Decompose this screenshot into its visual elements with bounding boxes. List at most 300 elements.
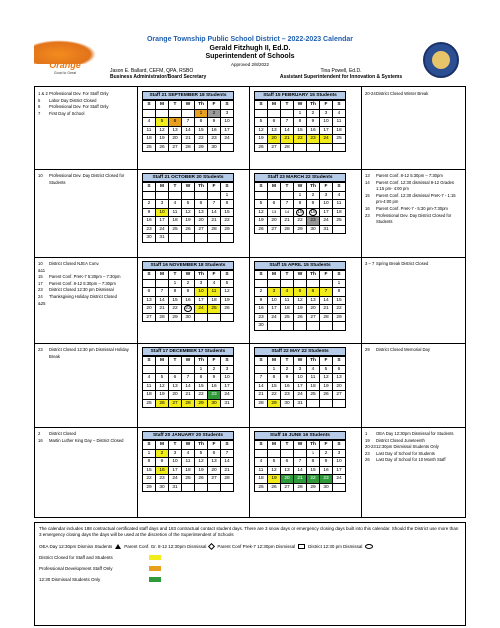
day-cell: 1 (143, 449, 156, 458)
day-cell (221, 234, 234, 243)
day-cell (208, 483, 221, 492)
notes-column (365, 261, 463, 268)
day-cell (281, 191, 294, 200)
weekday-header: T (169, 101, 182, 110)
day-cell: 1 (268, 365, 281, 374)
day-cell: 3 (221, 365, 234, 374)
notes-column (365, 91, 463, 98)
day-cell: 18 (255, 475, 268, 484)
day-cell: 6 (169, 374, 182, 383)
day-cell: 30 (307, 225, 320, 234)
day-cell: 12 (255, 208, 268, 217)
day-cell (156, 109, 169, 118)
weekday-header: W (294, 271, 307, 280)
month-grid (142, 182, 234, 243)
month-grid (254, 270, 346, 331)
day-cell: 4 (208, 279, 221, 288)
day-cell (333, 399, 346, 408)
day-cell: 11 (307, 374, 320, 383)
day-cell: 2 (307, 109, 320, 118)
note-row (38, 431, 133, 438)
day-cell: 4 (333, 191, 346, 200)
calendar-header (0, 0, 500, 88)
weekday-header: Th (307, 183, 320, 192)
day-cell: 27 (281, 483, 294, 492)
day-cell: 30 (182, 313, 195, 322)
day-cell: 16 (320, 466, 333, 475)
day-cell (255, 279, 268, 288)
day-cell: 28 (156, 313, 169, 322)
weekday-header: S (333, 441, 346, 450)
day-cell: 20 (307, 305, 320, 314)
key-pd-label: Professional Development Staff Only (39, 566, 113, 571)
day-cell (182, 365, 195, 374)
day-cell (208, 191, 221, 200)
weekday-header: S (333, 271, 346, 280)
day-cell: 7 (294, 458, 307, 467)
day-cell (294, 449, 307, 458)
note-text: Spring Break District Closed (376, 261, 429, 266)
day-cell (320, 279, 333, 288)
day-cell: 7 (182, 118, 195, 127)
grid-divider (249, 87, 250, 517)
day-cell (255, 449, 268, 458)
day-cell (281, 322, 294, 331)
day-cell (169, 191, 182, 200)
day-cell: 1 (333, 279, 346, 288)
day-cell: 20 (268, 135, 281, 144)
note-text: 12:30pm Dismissal Students Only (376, 444, 439, 450)
day-cell (307, 279, 320, 288)
month-title: Staff 23 MARCH 22 Students (254, 173, 346, 182)
day-cell: 19 (182, 217, 195, 226)
day-cell: 8 (143, 458, 156, 467)
triangle-marked-day: 14 (284, 209, 290, 215)
note-text: District Closed (49, 431, 76, 436)
day-cell: 13 (333, 374, 346, 383)
day-cell: 6 (281, 458, 294, 467)
day-cell: 6 (143, 288, 156, 297)
note-text: Parent Conf. 12:30 dismissal 8-12 Grades 1:15 pm- 4:00 pm (376, 179, 454, 192)
day-cell: 12 (156, 126, 169, 135)
note-date: 19 (365, 437, 370, 443)
day-cell: 26 (156, 399, 169, 408)
day-cell (169, 234, 182, 243)
day-cell: 30 (143, 234, 156, 243)
day-cell: 9 (143, 208, 156, 217)
weekday-header: S (255, 357, 268, 366)
circle-marked-day: 23 (185, 306, 191, 312)
day-cell: 21 (182, 391, 195, 400)
weekday-header: S (221, 271, 234, 280)
day-cell: 10 (156, 208, 169, 217)
day-cell: 16 (156, 466, 169, 475)
note-date: 5 (38, 97, 41, 103)
month-calendar (254, 261, 346, 331)
day-cell: 25 (143, 399, 156, 408)
note-date: 26 (365, 457, 370, 463)
day-cell (156, 191, 169, 200)
day-cell: 22 (143, 475, 156, 484)
day-cell: 4 (307, 365, 320, 374)
day-cell: 7 (156, 288, 169, 297)
month-grid (254, 356, 346, 408)
day-cell: 29 (294, 225, 307, 234)
day-cell (221, 313, 234, 322)
superintendent-name: Gerald Fitzhugh II, Ed.D. (209, 45, 291, 52)
weekday-header: F (320, 441, 333, 450)
weekday-header: T (169, 357, 182, 366)
day-cell: 18 (307, 382, 320, 391)
day-cell: 27 (307, 313, 320, 322)
day-cell: 2 (255, 288, 268, 297)
weekday-header: F (320, 271, 333, 280)
yellow-swatch (149, 555, 161, 560)
day-cell: 9 (281, 374, 294, 383)
day-cell: 10 (333, 458, 346, 467)
note-row (38, 104, 133, 111)
weekday-header: M (156, 357, 169, 366)
day-cell: 8 (333, 288, 346, 297)
day-cell: 24 (221, 135, 234, 144)
day-cell: 17 (169, 466, 182, 475)
day-cell: 29 (195, 143, 208, 152)
day-cell (143, 109, 156, 118)
day-cell: 15 (221, 208, 234, 217)
weekday-header: F (208, 441, 221, 450)
weekday-header: S (221, 183, 234, 192)
day-cell (294, 279, 307, 288)
note-date: 10 (38, 173, 43, 178)
day-cell: 6 (169, 118, 182, 127)
district-logo (34, 40, 96, 80)
day-cell (268, 191, 281, 200)
day-cell: 26 (195, 475, 208, 484)
logo-name: Orange (49, 60, 81, 70)
calendar-grid (34, 86, 466, 518)
key-closed (39, 555, 461, 560)
day-cell: 19 (294, 305, 307, 314)
month-grid (142, 440, 234, 492)
day-cell (156, 279, 169, 288)
day-cell (182, 109, 195, 118)
note-row (38, 91, 133, 98)
note-row (38, 173, 133, 186)
day-cell (333, 143, 346, 152)
day-cell: 1 (294, 191, 307, 200)
note-date: 3 – 7 (365, 261, 375, 266)
note-text: District Closed Juneteenth (376, 437, 425, 443)
weekday-header: Th (307, 101, 320, 110)
day-cell (320, 322, 333, 331)
day-cell: 28 (281, 225, 294, 234)
day-cell: 2 (307, 191, 320, 200)
month-calendar (254, 431, 346, 492)
weekday-header: S (255, 441, 268, 450)
diamond-icon (208, 543, 215, 550)
day-cell: 30 (281, 399, 294, 408)
notes-column (38, 431, 133, 444)
month-calendar (254, 347, 346, 408)
triangle-icon (115, 544, 121, 549)
day-cell: 23 (208, 135, 221, 144)
weekday-header: M (268, 271, 281, 280)
note-text: District Closed 12:30 pm Dismissal Holiday Break (49, 347, 129, 359)
day-cell: 16 (208, 382, 221, 391)
day-cell (221, 483, 234, 492)
month-grid (142, 356, 234, 408)
note-row (365, 451, 463, 458)
day-cell (182, 483, 195, 492)
grid-divider (35, 169, 465, 170)
weekday-header: T (281, 101, 294, 110)
day-cell (294, 208, 307, 217)
weekday-header: Th (195, 357, 208, 366)
day-cell: 4 (143, 374, 156, 383)
weekday-header: T (281, 271, 294, 280)
logo-tagline: Good to Great (53, 71, 77, 75)
day-cell (333, 225, 346, 234)
month-calendar (254, 173, 346, 234)
weekday-header: S (143, 101, 156, 110)
key-closed-label: District Closed for Staff and Students (39, 555, 113, 560)
month-title: Staff 21 SEPTEMBER 18 Students (142, 91, 234, 100)
day-cell (143, 191, 156, 200)
day-cell: 18 (281, 305, 294, 314)
grid-divider (35, 343, 465, 344)
day-cell: 15 (143, 466, 156, 475)
weekday-header: S (333, 183, 346, 192)
day-cell (307, 399, 320, 408)
day-cell: 28 (182, 143, 195, 152)
note-row (365, 347, 463, 354)
day-cell: 21 (320, 305, 333, 314)
day-cell: 13 (268, 126, 281, 135)
day-cell: 20 (268, 217, 281, 226)
notes-column (38, 261, 133, 307)
note-row (38, 274, 133, 281)
weekday-header: S (255, 271, 268, 280)
day-cell: 2 (156, 449, 169, 458)
day-cell (255, 365, 268, 374)
day-cell: 29 (169, 313, 182, 322)
day-cell: 11 (333, 200, 346, 209)
day-cell: 5 (156, 374, 169, 383)
note-text: Last Day of School for 10 Month Staff (376, 457, 446, 463)
day-cell: 8 (169, 288, 182, 297)
day-cell: 25 (143, 143, 156, 152)
day-cell (195, 313, 208, 322)
day-cell: 25 (182, 475, 195, 484)
note-text: Professional Dev. Day District Closed for Students (376, 212, 452, 225)
note-text: First Day of School (49, 110, 85, 116)
key-dismissal-label: 12:30 Dismissal Students Only (39, 577, 101, 582)
day-cell (195, 191, 208, 200)
day-cell: 30 (156, 483, 169, 492)
grid-divider (137, 87, 138, 517)
note-row (365, 444, 463, 451)
day-cell (268, 449, 281, 458)
weekday-header: T (169, 271, 182, 280)
day-cell (255, 109, 268, 118)
day-cell: 2 (208, 109, 221, 118)
day-cell: 5 (268, 458, 281, 467)
note-text: OEA Day 12:30pm Dismissal for Students (376, 431, 454, 436)
day-cell: 28 (281, 143, 294, 152)
day-cell: 11 (169, 208, 182, 217)
day-cell: 12 (156, 382, 169, 391)
day-cell: 21 (208, 217, 221, 226)
note-text: Parent Conf. 12:30 dismissal PreK-7 - 1:15 pm-4:00 pm (376, 192, 456, 205)
weekday-header: Th (195, 183, 208, 192)
day-cell: 6 (307, 288, 320, 297)
weekday-header: S (333, 101, 346, 110)
weekday-header: W (182, 271, 195, 280)
day-cell: 23 (156, 475, 169, 484)
note-row (38, 281, 133, 288)
notes-column (365, 431, 463, 464)
day-cell: 3 (333, 449, 346, 458)
day-cell: 25 (281, 313, 294, 322)
weekday-header: M (268, 101, 281, 110)
day-cell: 2 (182, 279, 195, 288)
day-cell: 27 (268, 225, 281, 234)
orange-swatch (149, 566, 161, 571)
day-cell (294, 322, 307, 331)
day-cell: 22 (333, 305, 346, 314)
day-cell: 13 (281, 466, 294, 475)
day-cell: 15 (294, 126, 307, 135)
weekday-header: T (281, 441, 294, 450)
day-cell: 4 (255, 458, 268, 467)
day-cell: 8 (294, 200, 307, 209)
day-cell: 25 (255, 483, 268, 492)
weekday-header: S (221, 441, 234, 450)
day-cell: 28 (182, 399, 195, 408)
weekday-header: Th (307, 441, 320, 450)
weekday-header: Th (195, 441, 208, 450)
day-cell: 9 (255, 296, 268, 305)
day-cell: 29 (333, 313, 346, 322)
day-cell: 31 (221, 399, 234, 408)
day-cell: 4 (281, 288, 294, 297)
legend-dismissal-label: District 12:30 pm Dismissal (308, 544, 363, 549)
day-cell (320, 143, 333, 152)
note-row (365, 213, 463, 226)
day-cell: 5 (320, 365, 333, 374)
note-date: 23 (365, 212, 370, 218)
day-cell: 23 (255, 313, 268, 322)
weekday-header: W (294, 101, 307, 110)
note-text: Parent Conf. PreK-7 - 5:30 pm-7:30pm (376, 205, 448, 211)
day-cell: 20 (195, 217, 208, 226)
day-cell: 1 (195, 109, 208, 118)
day-cell: 11 (143, 382, 156, 391)
note-date: 15 (38, 274, 43, 280)
day-cell: 24 (294, 391, 307, 400)
day-cell: 19 (255, 217, 268, 226)
day-cell: 16 (208, 126, 221, 135)
day-cell: 1 (195, 365, 208, 374)
day-cell (307, 143, 320, 152)
note-text: District Closed Memorial Day (376, 347, 430, 352)
day-cell: 31 (169, 483, 182, 492)
day-cell: 12 (182, 208, 195, 217)
day-cell: 24 (156, 225, 169, 234)
day-cell: 19 (156, 391, 169, 400)
day-cell: 9 (307, 200, 320, 209)
day-cell: 21 (281, 217, 294, 226)
note-row (365, 261, 463, 268)
day-cell: 17 (195, 296, 208, 305)
day-cell: 7 (208, 200, 221, 209)
day-cell: 5 (195, 449, 208, 458)
note-date: 23 (38, 287, 43, 293)
day-cell: 20 (281, 475, 294, 484)
day-cell: 30 (255, 322, 268, 331)
assistant-superintendent-role: Assistant Superintendent for Innovation & Systems (279, 74, 403, 80)
day-cell: 17 (294, 382, 307, 391)
notes-column (38, 91, 133, 117)
day-cell: 24 (195, 305, 208, 314)
day-cell: 21 (156, 305, 169, 314)
month-title: Staff 20 JANUARY 20 Students (142, 431, 234, 440)
day-cell (307, 208, 320, 217)
weekday-header: M (156, 271, 169, 280)
day-cell: 24 (320, 217, 333, 226)
weekday-header: M (156, 183, 169, 192)
day-cell: 16 (307, 126, 320, 135)
day-cell: 30 (208, 399, 221, 408)
day-cell (169, 109, 182, 118)
day-cell: 29 (195, 399, 208, 408)
month-title: Staff 15 APRIL 15 Students (254, 261, 346, 270)
day-cell: 3 (195, 279, 208, 288)
note-date: 20-23 (365, 444, 376, 450)
day-cell: 26 (156, 143, 169, 152)
weekday-header: Th (307, 271, 320, 280)
day-cell (195, 234, 208, 243)
day-cell: 28 (208, 225, 221, 234)
note-row (38, 261, 133, 274)
day-cell: 3 (320, 191, 333, 200)
day-cell: 24 (320, 135, 333, 144)
day-cell: 17 (320, 208, 333, 217)
day-cell: 18 (143, 135, 156, 144)
day-cell: 8 (307, 458, 320, 467)
day-cell: 14 (221, 458, 234, 467)
note-text: Professional Dev. For Staff Only (49, 104, 109, 110)
day-cell: 13 (143, 296, 156, 305)
day-cell: 12 (195, 458, 208, 467)
day-cell: 8 (195, 118, 208, 127)
business-admin (110, 68, 206, 80)
note-date: 14 (365, 179, 370, 185)
day-cell: 28 (255, 399, 268, 408)
day-cell: 13 (208, 458, 221, 467)
day-cell: 23 (281, 391, 294, 400)
day-cell (268, 208, 281, 217)
note-row (365, 173, 463, 180)
day-cell: 14 (294, 466, 307, 475)
day-cell: 17 (221, 126, 234, 135)
weekday-header: W (182, 183, 195, 192)
day-cell: 20 (333, 382, 346, 391)
triangle-marked-day: 1 (311, 450, 315, 456)
day-cell: 14 (320, 296, 333, 305)
day-cell: 6 (268, 200, 281, 209)
day-cell (208, 234, 221, 243)
